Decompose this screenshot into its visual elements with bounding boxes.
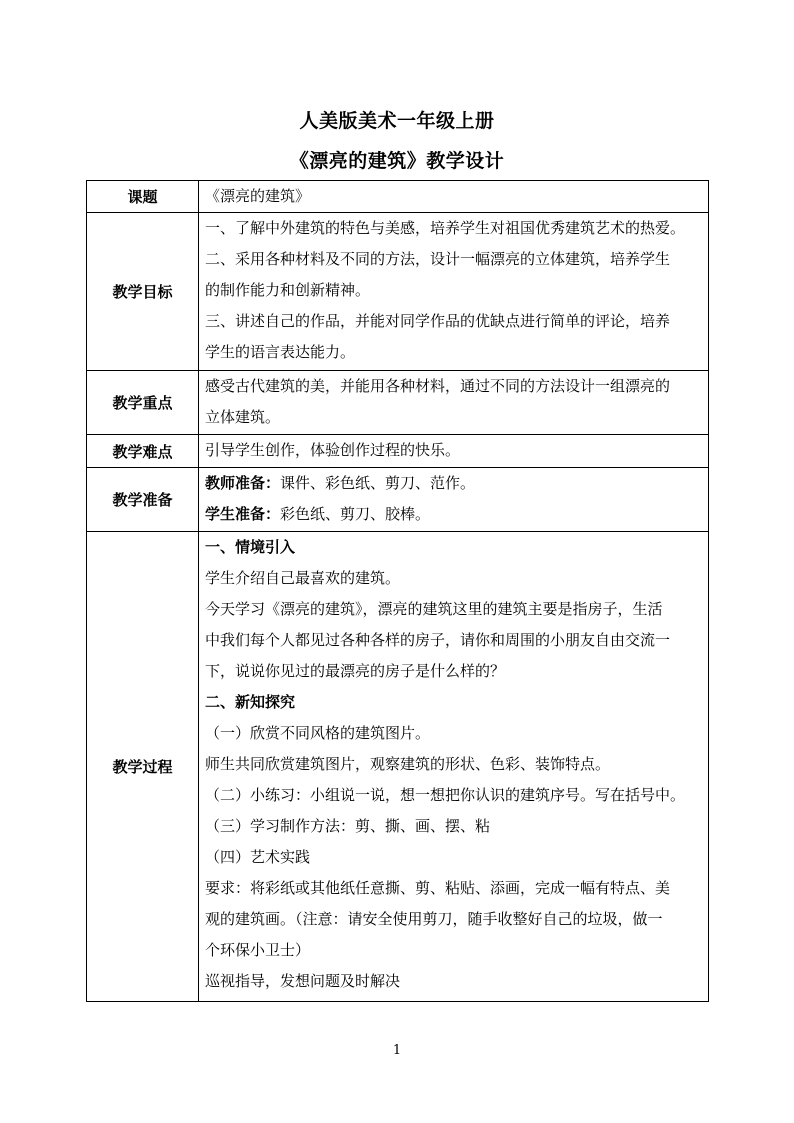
topic-value: 《漂亮的建筑》 xyxy=(199,181,709,213)
table-row-goals xyxy=(87,213,709,371)
document-title: 人美版美术一年级上册 xyxy=(299,110,495,132)
process-line: 要求：将彩纸或其他纸任意撕、剪、粘贴、添画，完成一幅有特点、美 xyxy=(205,879,671,897)
process-text xyxy=(199,532,709,1002)
process-line: 个环保小卫士） xyxy=(205,941,311,959)
difficulty-text: 引导学生创作，体验创作过程的快乐。 xyxy=(199,435,709,468)
key-points-line: 感受古代建筑的美，并能用各种材料，通过不同的方法设计一组漂亮的 xyxy=(205,377,671,395)
teacher-prep-label: 教师准备： xyxy=(205,474,281,492)
goals-line: 三、讲述自己的作品，并能对同学作品的优缺点进行简单的评论，培养 xyxy=(205,312,671,330)
table-row-key-points xyxy=(87,371,709,435)
teacher-prep-value: 课件、彩色纸、剪刀、范作。 xyxy=(280,474,476,492)
table-row-topic xyxy=(87,181,709,213)
document-subtitle: 《漂亮的建筑》教学设计 xyxy=(289,150,505,172)
process-line: （一）欣赏不同风格的建筑图片。 xyxy=(205,724,431,742)
table-row-difficulty xyxy=(87,435,709,468)
preparation-text xyxy=(199,468,709,532)
student-prep-label: 学生准备： xyxy=(205,505,281,523)
row-label-process: 教学过程 xyxy=(87,532,199,1002)
goals-line: 学生的语言表达能力。 xyxy=(205,343,356,361)
student-prep-line xyxy=(205,499,708,530)
process-line: （四）艺术实践 xyxy=(205,848,311,866)
process-line: 学生介绍自己最喜欢的建筑。 xyxy=(205,569,401,587)
process-line: 师生共同欣赏建筑图片，观察建筑的形状、色彩、装饰特点。 xyxy=(205,755,611,773)
table-row-preparation xyxy=(87,468,709,532)
key-points-text xyxy=(199,371,709,435)
page-number: 1 xyxy=(392,1043,402,1058)
process-line: 观的建筑画。（注意：请安全使用剪刀，随手收整好自己的垃圾，做一 xyxy=(205,910,663,928)
lesson-plan-table xyxy=(86,180,709,1002)
table-row-process xyxy=(87,532,709,1002)
row-label-topic: 课题 xyxy=(87,181,199,213)
process-line: （二）小练习：小组说一说，想一想把你认识的建筑序号。写在括号中。 xyxy=(205,786,686,804)
row-label-goals: 教学目标 xyxy=(87,213,199,371)
row-label-preparation: 教学准备 xyxy=(87,468,199,532)
teacher-prep-line xyxy=(205,468,708,499)
process-section-heading: 二、新知探究 xyxy=(205,693,296,711)
goals-line: 的制作能力和创新精神。 xyxy=(205,281,371,299)
process-line: （三）学习制作方法：剪、撕、画、摆、粘 xyxy=(205,817,491,835)
row-label-key-points: 教学重点 xyxy=(87,371,199,435)
process-section-heading: 一、情境引入 xyxy=(205,538,296,556)
process-line: 巡视指导，发想问题及时解决 xyxy=(205,972,401,990)
process-line: 今天学习《漂亮的建筑》，漂亮的建筑这里的建筑主要是指房子，生活 xyxy=(205,600,663,618)
goals-text xyxy=(199,213,709,371)
row-label-difficulty: 教学难点 xyxy=(87,435,199,468)
student-prep-value: 彩色纸、剪刀、胶棒。 xyxy=(280,505,431,523)
process-line: 下，说说你见过的最漂亮的房子是什么样的？ xyxy=(205,662,506,680)
goals-line: 一、了解中外建筑的特色与美感，培养学生对祖国优秀建筑艺术的热爱。 xyxy=(205,219,686,237)
process-line: 中我们每个人都见过各种各样的房子，请你和周围的小朋友自由交流一 xyxy=(205,631,671,649)
key-points-line: 立体建筑。 xyxy=(205,408,281,426)
goals-line: 二、采用各种材料及不同的方法，设计一幅漂亮的立体建筑，培养学生 xyxy=(205,250,671,268)
